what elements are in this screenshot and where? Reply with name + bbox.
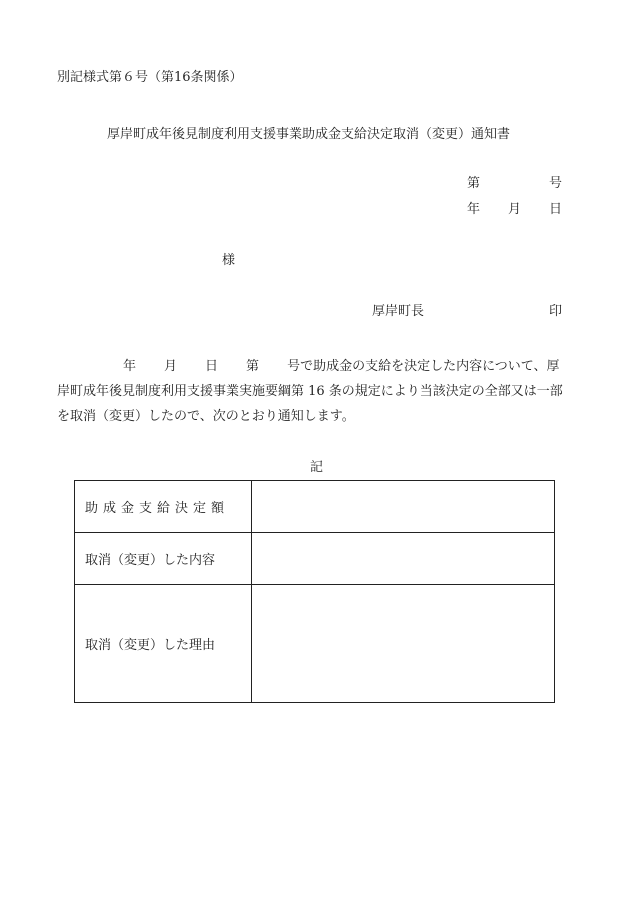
addressee-suffix: 様 xyxy=(222,253,236,268)
row-label-content: 取消（変更）した内容 xyxy=(75,533,252,585)
body-day: 日 xyxy=(205,359,219,374)
row-label-amount-text: 助成金支給決定額 xyxy=(85,501,230,516)
row-value-reason[interactable] xyxy=(251,585,554,703)
body-line-3: を取消（変更）したので、次のとおり通知します。 xyxy=(57,409,355,424)
table-row xyxy=(75,481,555,533)
number-suffix: 号 xyxy=(549,176,563,191)
seal-mark: 印 xyxy=(549,304,563,319)
date-year: 年 xyxy=(467,202,481,217)
document-title: 厚岸町成年後見制度利用支援事業助成金支給決定取消（変更）通知書 xyxy=(107,127,511,142)
detail-table xyxy=(74,480,555,703)
ki-heading: 記 xyxy=(310,460,324,475)
body-month: 月 xyxy=(164,359,178,374)
table-row xyxy=(75,533,555,585)
body-line-2: 岸町成年後見制度利用支援事業実施要綱第 16 条の規定により当該決定の全部又は一部 xyxy=(57,384,563,399)
body-year: 年 xyxy=(123,359,137,374)
notice-body xyxy=(57,354,577,429)
body-line-1-text: 号で助成金の支給を決定した内容について、厚 xyxy=(287,359,560,374)
body-number-prefix: 第 xyxy=(246,359,260,374)
date-day: 日 xyxy=(549,202,563,217)
row-value-amount[interactable] xyxy=(251,481,554,533)
number-prefix: 第 xyxy=(467,176,481,191)
row-label-amount xyxy=(75,481,252,533)
row-label-reason: 取消（変更）した理由 xyxy=(75,585,252,703)
table-row xyxy=(75,585,555,703)
date-month: 月 xyxy=(508,202,522,217)
issuer-name: 厚岸町長 xyxy=(372,304,425,319)
row-value-content[interactable] xyxy=(251,533,554,585)
body-line-1 xyxy=(57,354,577,379)
form-label: 別記様式第６号（第16条関係） xyxy=(57,70,243,85)
